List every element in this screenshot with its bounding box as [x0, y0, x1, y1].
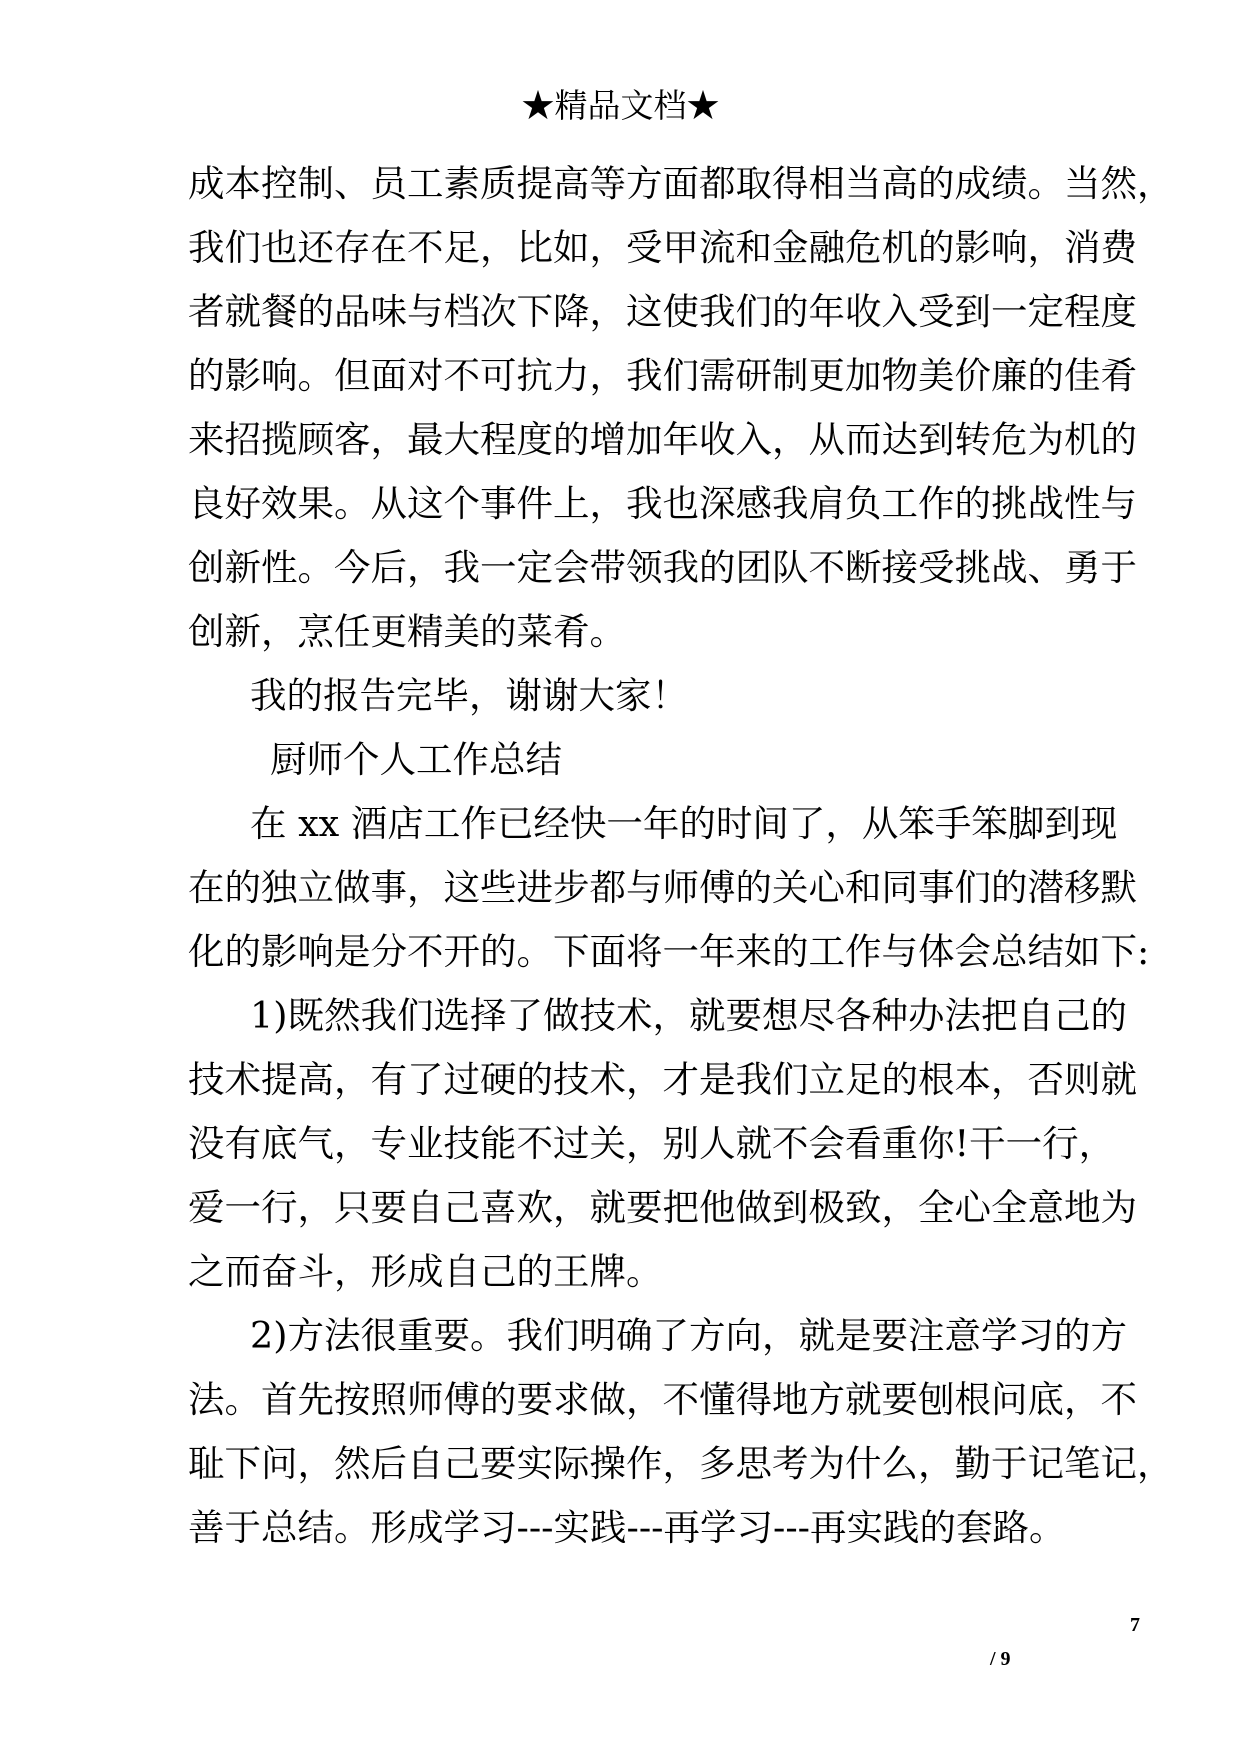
text-line: 来招揽顾客，最大程度的增加年收入，从而达到转危为机的 — [188, 418, 1137, 461]
text-line: 耻下问，然后自己要实际操作，多思考为什么，勤于记笔记， — [188, 1442, 1174, 1485]
section-heading: 厨师个人工作总结 — [270, 738, 562, 781]
text-line: 化的影响是分不开的。下面将一年来的工作与体会总结如下: — [188, 930, 1150, 973]
text-line: 没有底气，专业技能不过关，别人就不会看重你!干一行， — [188, 1122, 1116, 1165]
text-line: 者就餐的品味与档次下降，这使我们的年收入受到一定程度 — [188, 290, 1137, 333]
text-line: 创新，烹任更精美的菜肴。 — [188, 610, 626, 653]
text-line: 我们也还存在不足，比如，受甲流和金融危机的影响，消费 — [188, 226, 1137, 269]
text-line: 在 xx 酒店工作已经快一年的时间了，从笨手笨脚到现 — [250, 802, 1118, 845]
page-total: / 9 — [990, 1648, 1011, 1670]
text-line: 2)方法很重要。我们明确了方向，就是要注意学习的方 — [250, 1314, 1127, 1357]
text-line: 之而奋斗，形成自己的王牌。 — [188, 1250, 663, 1293]
text-line: 技术提高，有了过硬的技术，才是我们立足的根本，否则就 — [188, 1058, 1137, 1101]
text-line: 的影响。但面对不可抗力，我们需研制更加物美价廉的佳肴 — [188, 354, 1137, 397]
text-line: 在的独立做事，这些进步都与师傅的关心和同事们的潜移默 — [188, 866, 1137, 909]
text-line: 创新性。今后，我一定会带领我的团队不断接受挑战、勇于 — [188, 546, 1137, 589]
text-line: 1)既然我们选择了做技术，就要想尽各种办法把自己的 — [250, 994, 1127, 1037]
page-number: 7 — [1130, 1614, 1140, 1636]
document-body — [188, 152, 1174, 1560]
text-line: 爱一行，只要自己喜欢，就要把他做到极致，全心全意地为 — [188, 1186, 1137, 1229]
document-header-title: ★精品文档★ — [521, 86, 720, 125]
text-line: 法。首先按照师傅的要求做，不懂得地方就要刨根问底，不 — [188, 1378, 1137, 1421]
text-line: 成本控制、员工素质提高等方面都取得相当高的成绩。当然， — [188, 162, 1174, 205]
text-line: 我的报告完毕，谢谢大家！ — [250, 674, 688, 717]
text-line: 善于总结。形成学习---实践---再学习---再实践的套路。 — [188, 1506, 1066, 1549]
text-line: 良好效果。从这个事件上，我也深感我肩负工作的挑战性与 — [188, 482, 1137, 525]
